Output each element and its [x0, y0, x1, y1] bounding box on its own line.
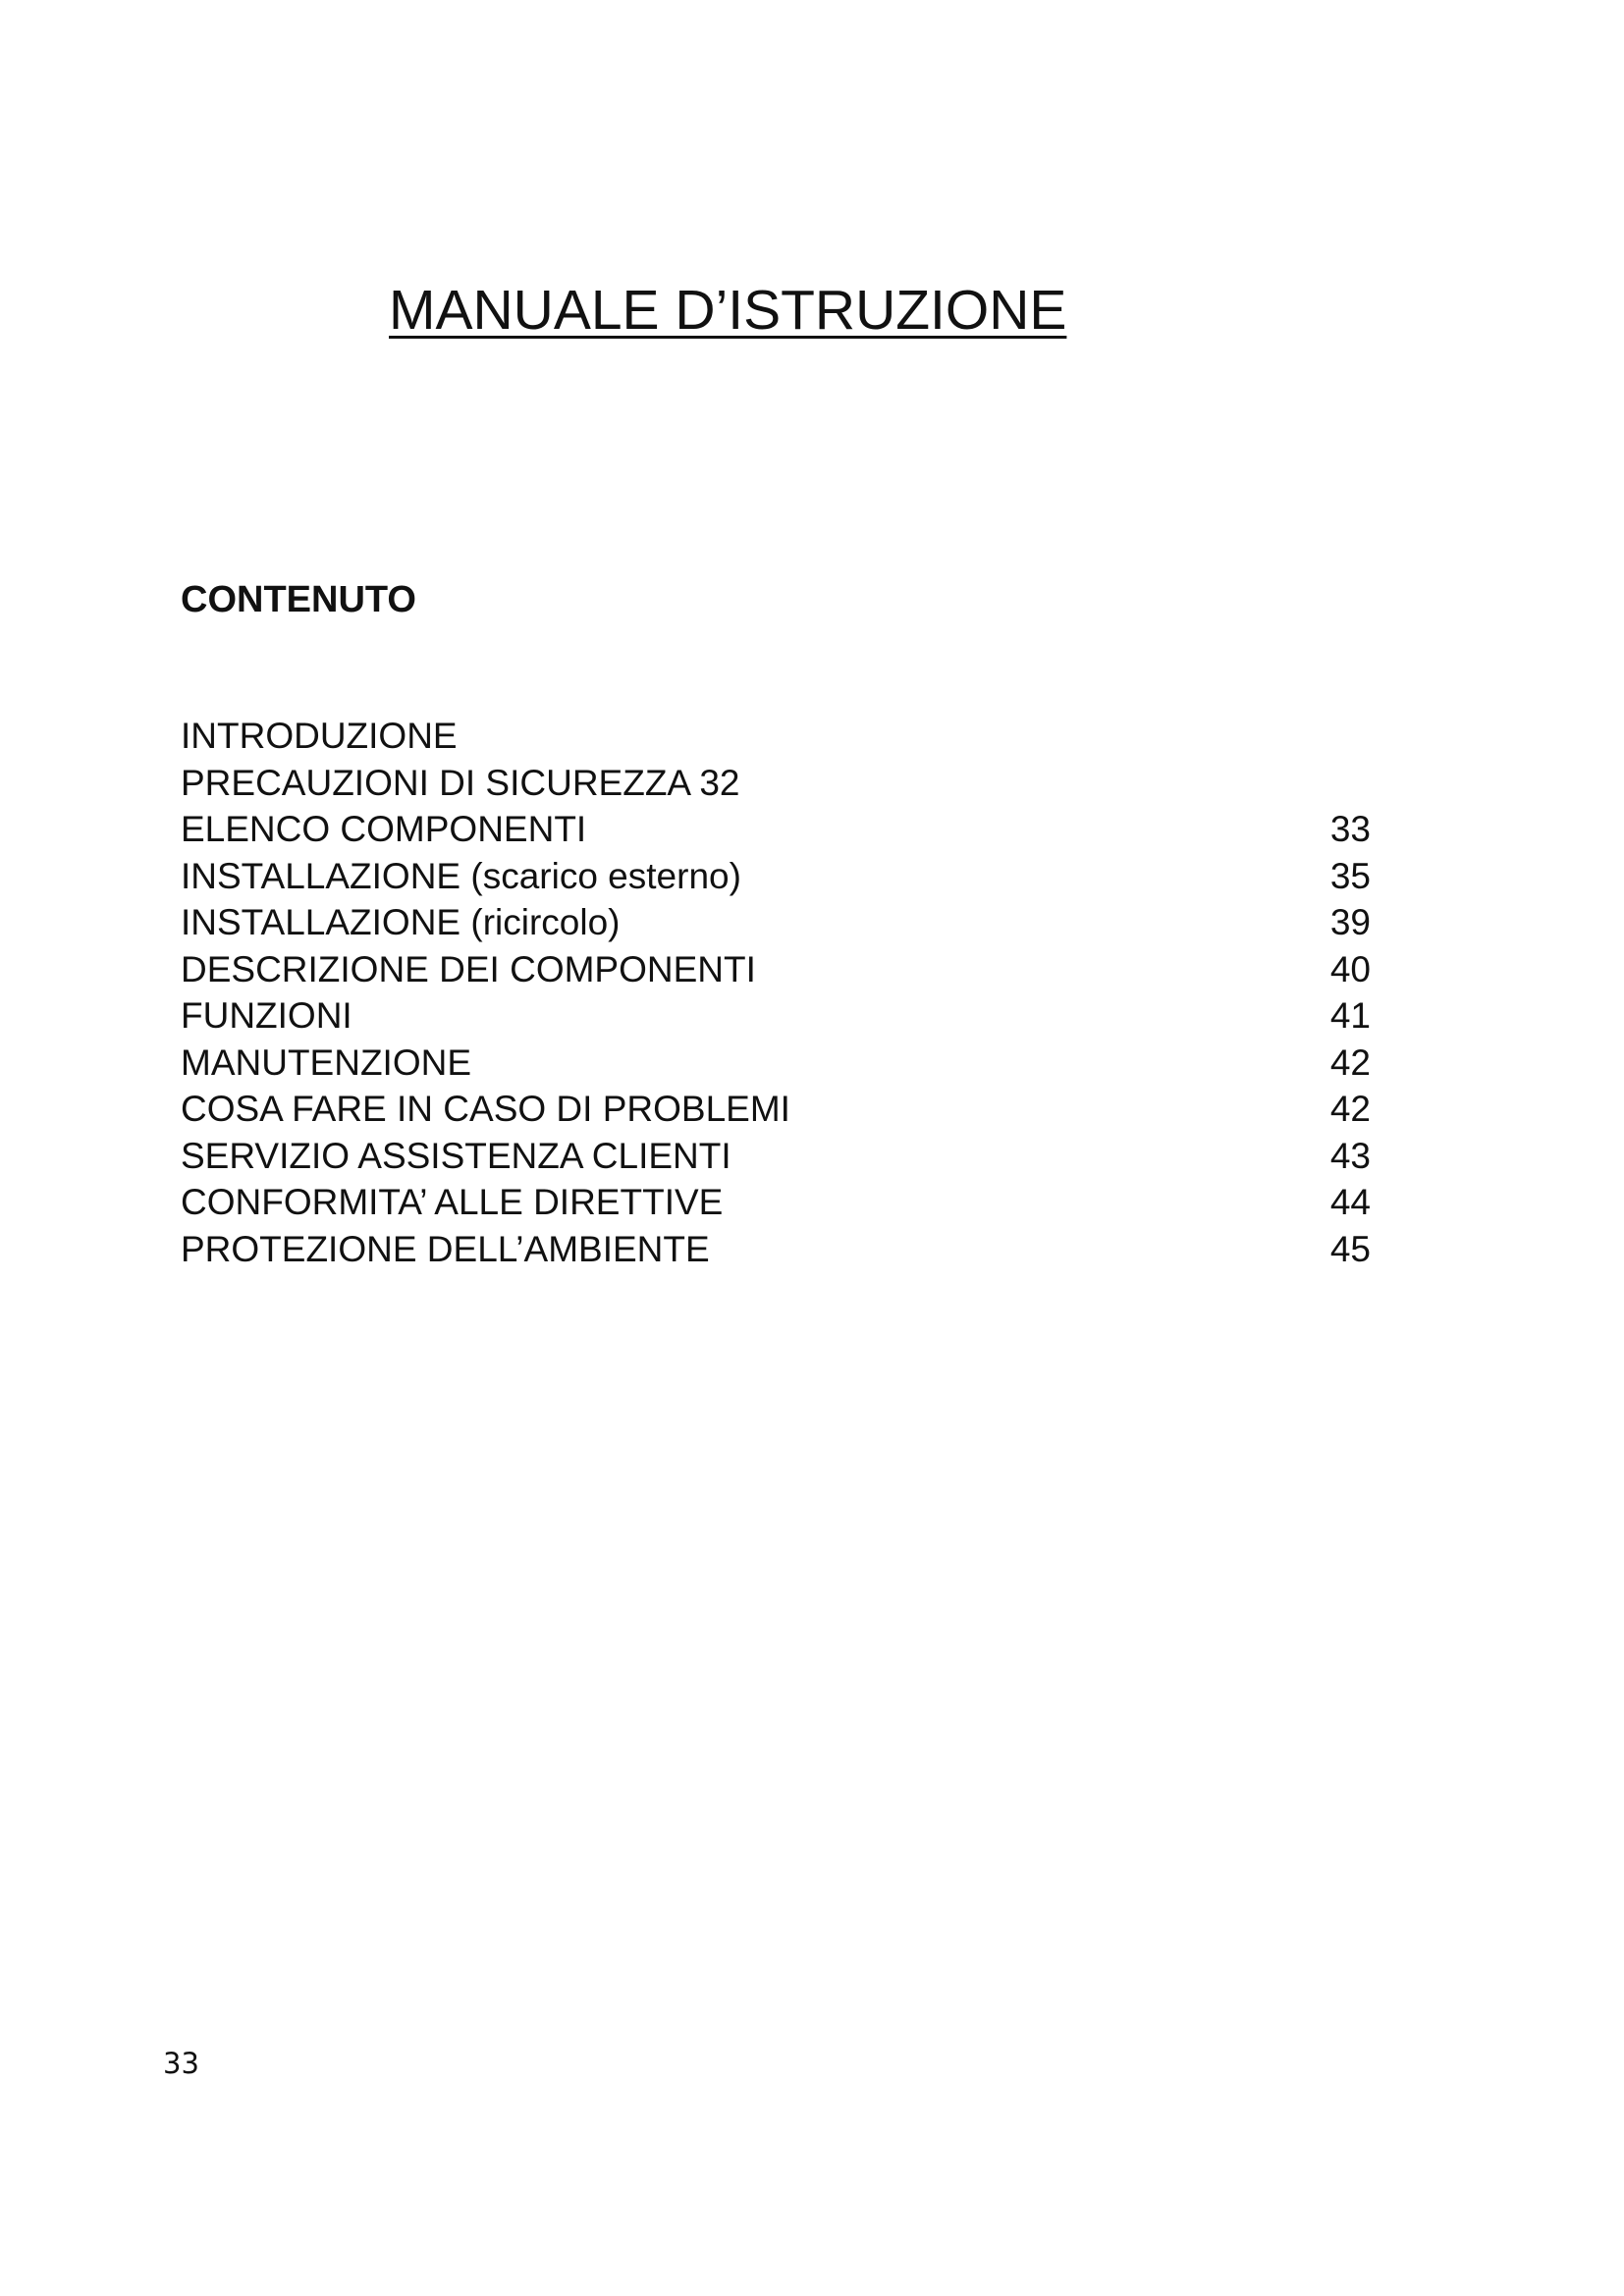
toc-entry-label: MANUTENZIONE [181, 1041, 471, 1083]
toc-entry-label: DESCRIZIONE DEI COMPONENTI [181, 948, 756, 989]
toc-entry-page: 35 [1329, 855, 1371, 896]
toc-entry-label: PROTEZIONE DELL’AMBIENTE [181, 1228, 710, 1269]
toc-entry [181, 946, 1371, 993]
toc-entry-page: 42 [1329, 1041, 1371, 1083]
toc-entry-label: INSTALLAZIONE (ricircolo) [181, 902, 621, 942]
toc-entry-page: 40 [1329, 948, 1371, 989]
toc-entry [181, 1179, 1371, 1226]
toc-entry [181, 992, 1371, 1040]
toc-entry [181, 899, 1371, 946]
toc-entry [181, 760, 1371, 807]
toc-entry-label: COSA FARE IN CASO DI PROBLEMI [181, 1089, 790, 1129]
toc-entry-page: 43 [1329, 1135, 1371, 1176]
toc-entry-page: 44 [1329, 1182, 1371, 1222]
toc-entry-page: 45 [1329, 1228, 1371, 1269]
toc-entry-label: PRECAUZIONI DI SICUREZZA 32 [181, 762, 740, 803]
toc-entry [181, 853, 1371, 900]
toc-entry [181, 1040, 1371, 1087]
toc-entry [181, 1133, 1371, 1180]
toc-entry [181, 806, 1371, 853]
toc-entry-label: ELENCO COMPONENTI [181, 809, 587, 849]
toc-entry [181, 1086, 1371, 1133]
page-title: MANUALE D’ISTRUZIONE [389, 279, 1067, 342]
toc-entry [181, 713, 1371, 760]
toc-entry-label: FUNZIONI [181, 995, 352, 1036]
toc-entry-page: 33 [1329, 809, 1371, 849]
toc-entry-label: INTRODUZIONE [181, 716, 458, 756]
table-of-contents [181, 713, 1371, 1272]
toc-entry-page: 42 [1329, 1089, 1371, 1129]
contents-heading: CONTENUTO [181, 579, 416, 620]
toc-entry-label: INSTALLAZIONE (scarico esterno) [181, 855, 741, 896]
toc-entry-label: SERVIZIO ASSISTENZA CLIENTI [181, 1135, 731, 1176]
toc-entry-page: 41 [1329, 995, 1371, 1036]
page-number: 33 [163, 2047, 199, 2080]
toc-entry-label: CONFORMITA’ ALLE DIRETTIVE [181, 1182, 724, 1222]
toc-entry-page: 39 [1329, 902, 1371, 942]
toc-entry [181, 1226, 1371, 1273]
